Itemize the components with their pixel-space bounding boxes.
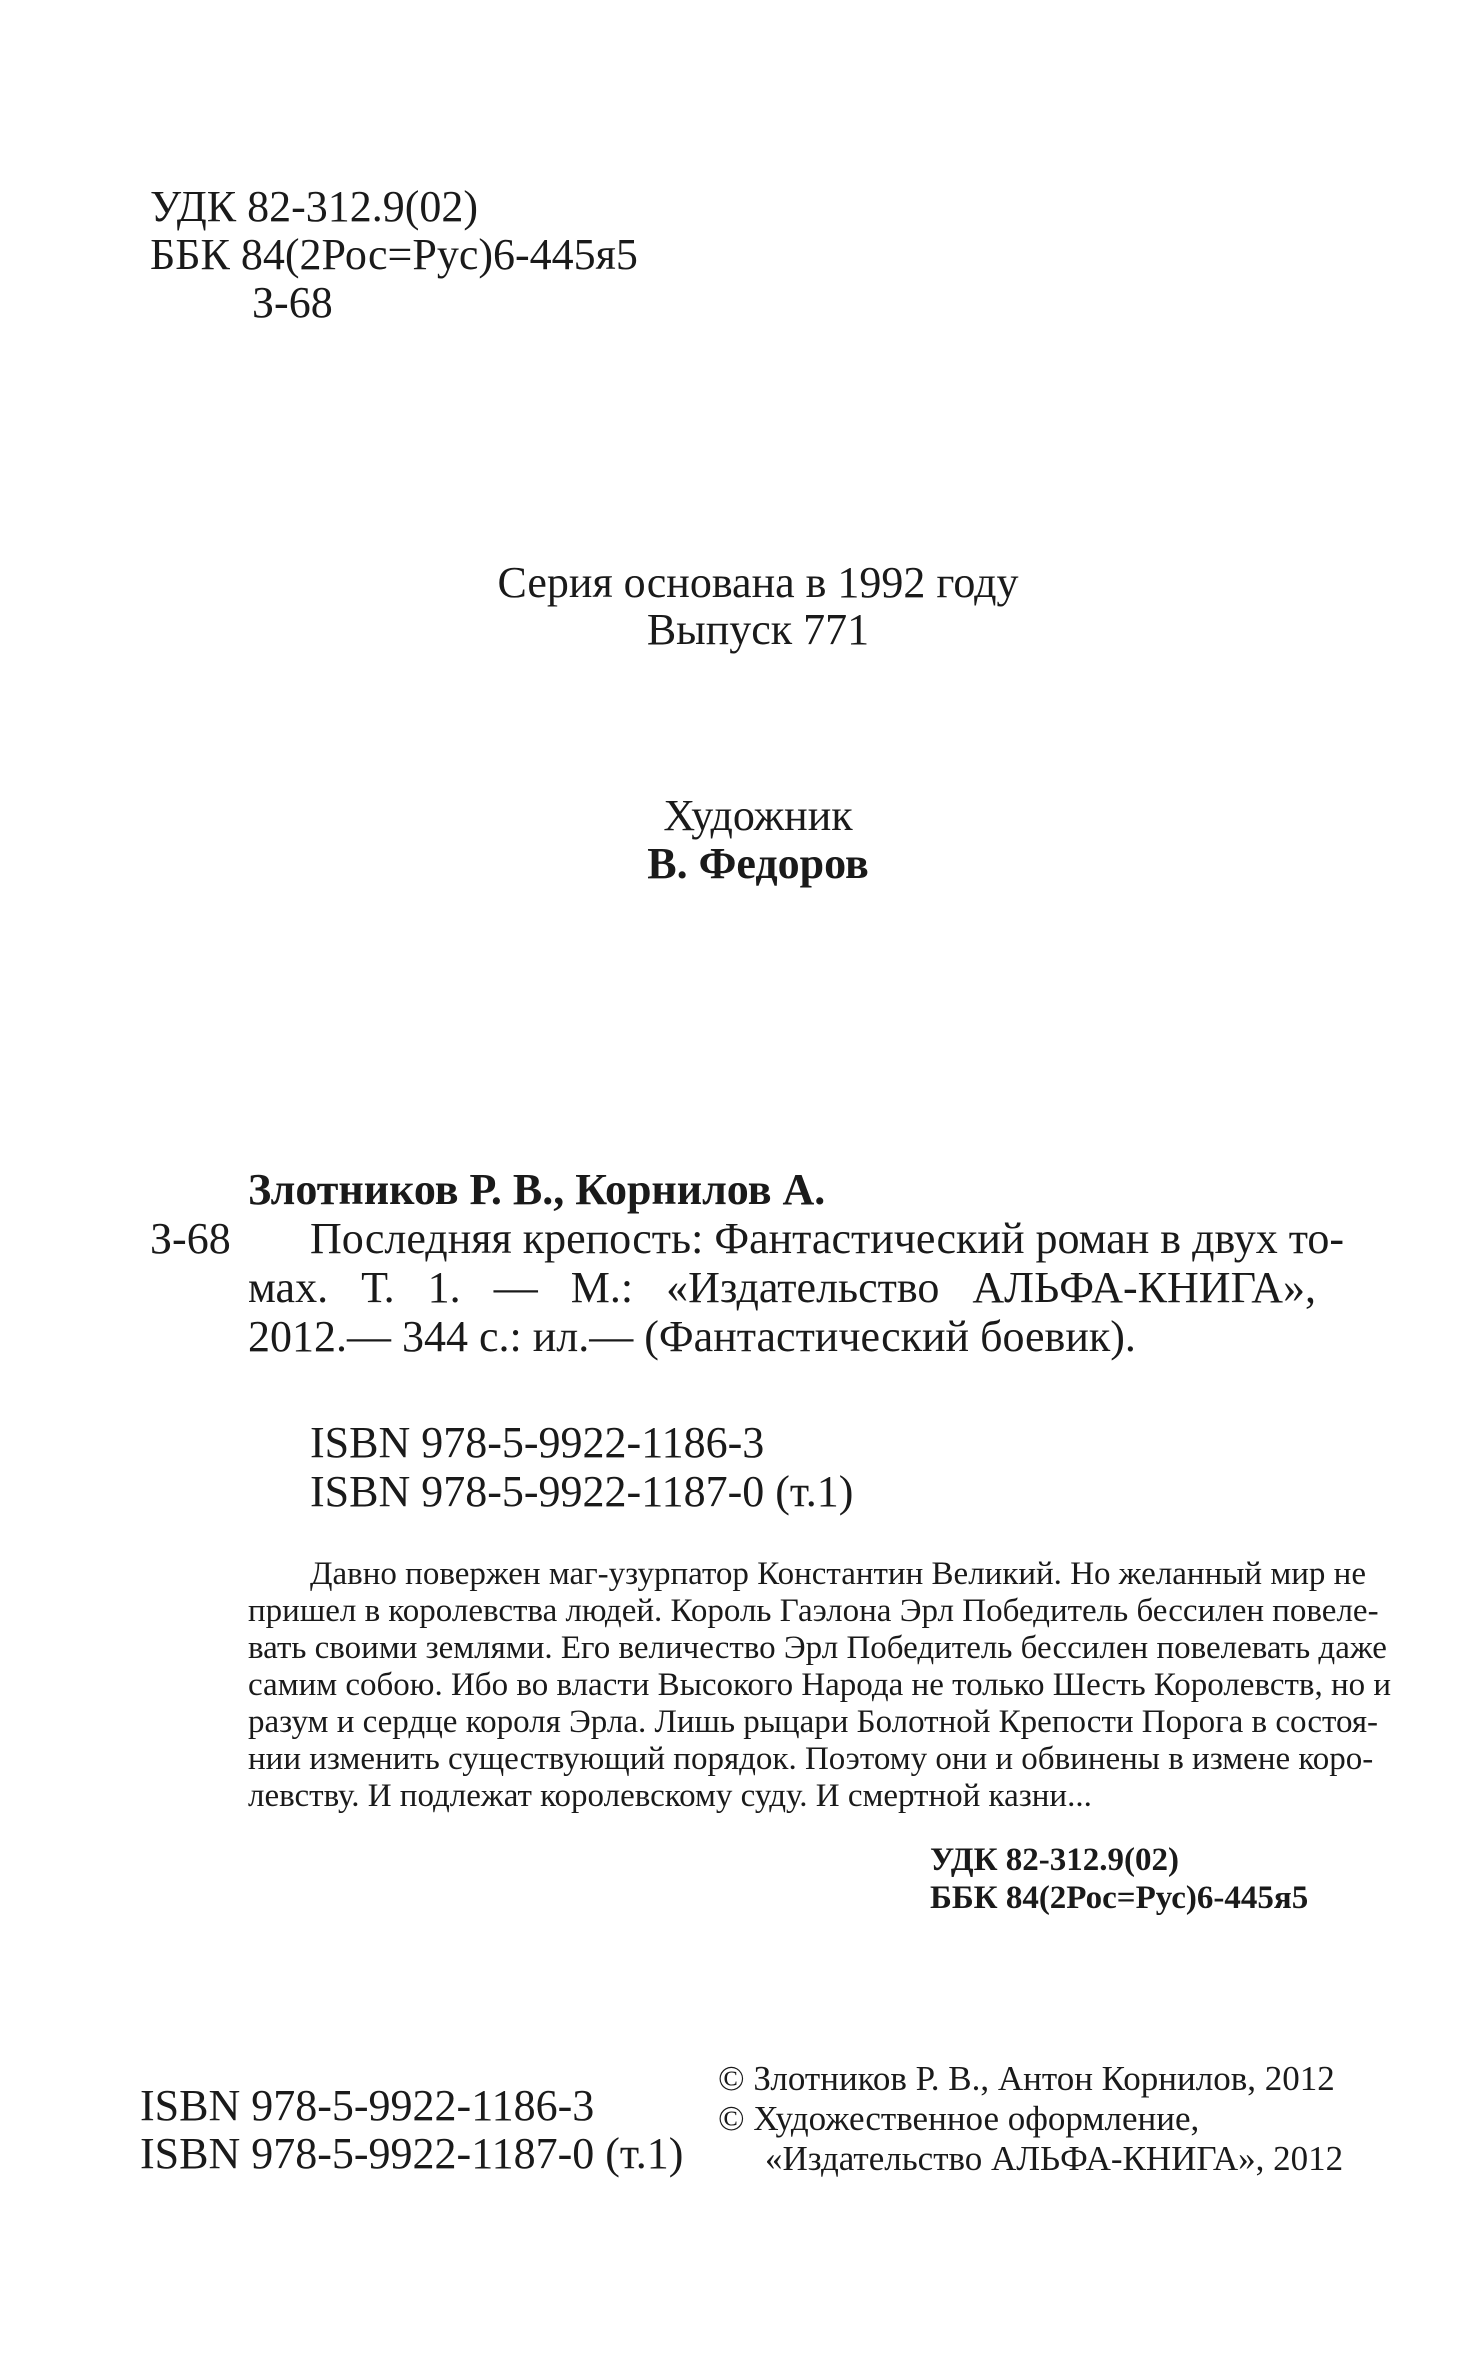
udk-code: УДК 82-312.9(02) [150,182,479,231]
abstract-udk-code: УДК 82-312.9(02) [930,1842,1179,1878]
copyright-authors: © Злотников Р. В., Антон Корнилов, 2012 [718,2059,1335,2098]
entry-isbn-set: ISBN 978-5-9922-1186-3 [310,1418,765,1467]
abstract-line: вать своими землями. Его величество Эрл Победитель бессилен повелевать даже [248,1630,1387,1666]
series-issue-number: Выпуск 771 [646,605,870,654]
footer-isbn-volume: ISBN 978-5-9922-1187-0 (т.1) [140,2129,684,2178]
footer-isbn-set: ISBN 978-5-9922-1186-3 [140,2081,595,2130]
entry-authors: Злотников Р. В., Корнилов А. [248,1165,826,1214]
abstract-line: нии изменить существующий порядок. Поэтому они и обвинены в измене коро- [248,1741,1374,1777]
copyright-publisher: «Издательство АЛЬФА-КНИГА», 2012 [765,2139,1344,2178]
abstract-line: левству. И подлежат королевскому суду. И смертной казни... [248,1778,1092,1814]
entry-publisher-line: мах. Т. 1. — М.: «Издательство АЛЬФА-КНИГА», [248,1263,1316,1312]
series-founded-line: Серия основана в 1992 году [497,558,1019,607]
abstract-line: пришел в королевства людей. Король Гаэлона Эрл Победитель бессилен повеле- [248,1593,1379,1629]
artist-role-label: Художник [663,791,853,840]
author-mark: З-68 [252,278,333,327]
entry-author-mark: З-68 [150,1214,231,1263]
entry-title-line: Последняя крепость: Фантастический роман в двух то- [310,1214,1345,1263]
entry-isbn-volume: ISBN 978-5-9922-1187-0 (т.1) [310,1467,854,1516]
abstract-bbk-code: ББК 84(2Рос=Рус)6-445я5 [930,1880,1309,1916]
entry-pages-line: 2012.— 344 с.: ил.— (Фантастический боевик). [248,1312,1136,1361]
abstract-line: разум и сердце короля Эрла. Лишь рыцари Болотной Крепости Порога в состоя- [248,1704,1379,1740]
artist-name: В. Федоров [647,839,869,888]
copyright-design: © Художественное оформление, [718,2099,1200,2138]
abstract-line: самим собою. Ибо во власти Высокого Народа не только Шесть Королевств, но и [248,1667,1392,1703]
bbk-code: ББК 84(2Рос=Рус)6-445я5 [150,230,638,279]
abstract-line: Давно повержен маг-узурпатор Константин Великий. Но желанный мир не [310,1556,1366,1592]
